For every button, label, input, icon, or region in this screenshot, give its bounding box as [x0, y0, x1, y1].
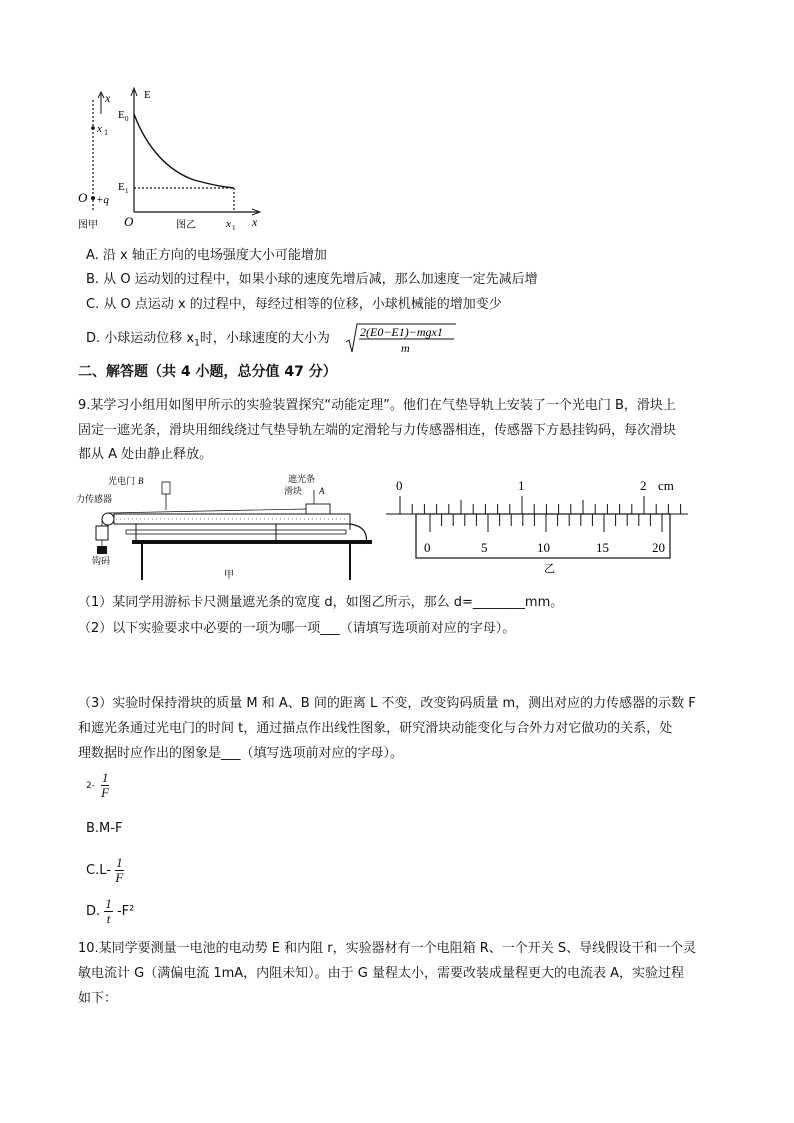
q9-option-d-suffix: -F²	[116, 904, 135, 919]
vernier-label-20: 20	[652, 540, 665, 555]
string	[108, 509, 306, 513]
left-x1-label: x	[97, 123, 102, 135]
q9-option-d-prefix: D.	[86, 904, 101, 919]
q9-line-2: 固定一遮光条，滑块用细线绕过气垫导轨左端的定滑轮与力传感器相连，传感器下方悬挂钩码，每次滑块	[78, 423, 677, 438]
q9-sub-3-line-1: （3）实验时保持滑块的质量 M 和 A、B 间的距离 L 不变，改变钩码质量 m，测出对应的力传感器的示数 F	[78, 696, 696, 711]
main-label-1: 1	[518, 478, 525, 493]
q9-option-a-num: 1	[101, 770, 109, 785]
e-curve	[134, 114, 234, 188]
charge-label: +q	[96, 194, 109, 206]
q9-figure-vernier	[386, 474, 692, 578]
q9-option-b: B.M-F	[86, 821, 123, 836]
q8-option-b: B. 从 O 运动划的过程中，如果小球的速度先增后减，那么加速度一定先减后增	[86, 272, 538, 287]
weight-label: 钩码	[92, 556, 111, 566]
q9-line-3: 都从 A 处由静止释放。	[78, 447, 213, 462]
pulley	[102, 513, 114, 525]
q9-sub-3-line-3: 理数据时应作出的图象是___（填写选项前对应的字母）。	[78, 746, 404, 761]
right-origin: O	[124, 214, 134, 229]
section-2-title: 二、解答题（共 4 小题，总分值 47 分）	[78, 364, 337, 380]
main-label-0: 0	[396, 478, 403, 493]
figure-1-left	[78, 91, 111, 231]
q9-option-a-prefix: 2-	[86, 781, 95, 791]
charge-point	[91, 196, 95, 200]
e1-label: E	[118, 181, 125, 193]
q9-option-d-fraction	[104, 897, 113, 926]
q9-figure-apparatus	[76, 472, 372, 586]
left-axis-label: x	[105, 91, 111, 105]
e0-sub: 0	[125, 115, 129, 123]
q9-option-a-den: F	[101, 785, 110, 800]
q8-option-a: A. 沿 x 轴正方向的电场强度大小可能增加	[86, 248, 327, 263]
slider-label: 滑块	[284, 486, 303, 496]
table-top	[132, 540, 372, 544]
photogate-b-label: B	[138, 476, 144, 486]
x-axis-label: x	[252, 215, 258, 229]
main-scale	[400, 496, 681, 514]
formula-numerator: 2(E0−E1)−mgx1	[360, 325, 443, 339]
slider	[306, 504, 330, 514]
slider-a-label: A	[319, 486, 325, 496]
vernier-scale	[430, 514, 662, 532]
x1-label: x	[226, 218, 231, 230]
apparatus-caption: 甲	[224, 570, 234, 581]
left-x1-sub: 1	[104, 128, 108, 137]
q9-option-a-fraction	[101, 771, 110, 800]
q10-line-3: 如下：	[78, 991, 118, 1006]
q8-option-c: C. 从 O 点运动 x 的过程中，每经过相等的位移，小球机械能的增加变少	[86, 297, 502, 312]
q9-option-c-num: 1	[116, 855, 123, 870]
photogate-label: 光电门	[108, 476, 136, 486]
vernier-label-15: 15	[596, 540, 609, 555]
shade-label: 遮光条	[288, 474, 316, 484]
q8-option-d-formula	[346, 322, 456, 356]
q10-line-1: 10.某同学要测量一电池的电动势 E 和内阻 r，实验器材有一个电阻箱 R、一个开关 S、导线假设干和一个灵	[78, 941, 697, 956]
photogate	[162, 482, 170, 494]
formula-denominator: m	[401, 341, 410, 355]
figure-1	[74, 84, 270, 232]
q8-option-d-sub: 1	[194, 338, 200, 349]
right-caption: 图乙	[176, 220, 196, 231]
vernier-label-0: 0	[424, 540, 431, 555]
e1-sub: 1	[125, 187, 129, 195]
q8-option-d-prefix: D. 小球运动位移 x	[86, 331, 195, 346]
hook-weight	[97, 546, 107, 554]
q9-option-a	[86, 771, 109, 800]
e-axis-label: E	[144, 89, 151, 101]
vernier-label-10: 10	[537, 540, 550, 555]
q9-option-c	[86, 855, 124, 887]
q9-line-1: 9.某学习小组用如图甲所示的实验装置探究“动能定理”。他们在气垫导轨上安装了一个光电门 B，滑块上	[78, 398, 676, 413]
left-caption: 图甲	[78, 220, 98, 231]
q9-option-c-prefix: C.L-	[86, 863, 111, 878]
track-base	[126, 530, 346, 534]
q9-option-c-den: F	[115, 870, 124, 885]
x1-sub: 1	[232, 224, 236, 232]
q9-sub-2: （2）以下实验要求中必要的一项为哪一项___（请填写选项前对应的字母）。	[78, 621, 516, 636]
q9-option-d-num: 1	[105, 896, 112, 911]
main-label-2: 2	[640, 478, 647, 493]
vernier-label-5: 5	[481, 540, 488, 555]
sensor-label: 力传感器	[76, 494, 113, 504]
e0-label: E	[118, 109, 125, 121]
x1-point	[91, 126, 95, 130]
left-origin: O	[78, 190, 88, 205]
q9-sub-1: （1）某同学用游标卡尺测量遮光条的宽度 d，如图乙所示，那么 d=________mm。	[78, 595, 564, 610]
vernier-caption: 乙	[544, 563, 555, 575]
q9-sub-3-line-2: 和遮光条通过光电门的时间 t，通过描点作出线性图象，研究滑块动能变化与合外力对它做功的关系，处	[78, 721, 673, 736]
figure-1-right	[118, 88, 260, 232]
q9-option-d	[86, 896, 134, 928]
force-sensor	[96, 526, 108, 540]
q8-option-d	[86, 330, 330, 353]
q9-option-c-fraction	[115, 856, 124, 885]
main-unit: cm	[658, 478, 674, 493]
q8-option-d-suffix: 时，小球速度的大小为	[199, 331, 330, 346]
q9-option-d-den: t	[106, 911, 111, 926]
q10-line-2: 敏电流计 G（满偏电流 1mA，内阻未知）。由于 G 量程太小，需要改装成量程更大的电流表 A，实验过程	[78, 966, 685, 981]
